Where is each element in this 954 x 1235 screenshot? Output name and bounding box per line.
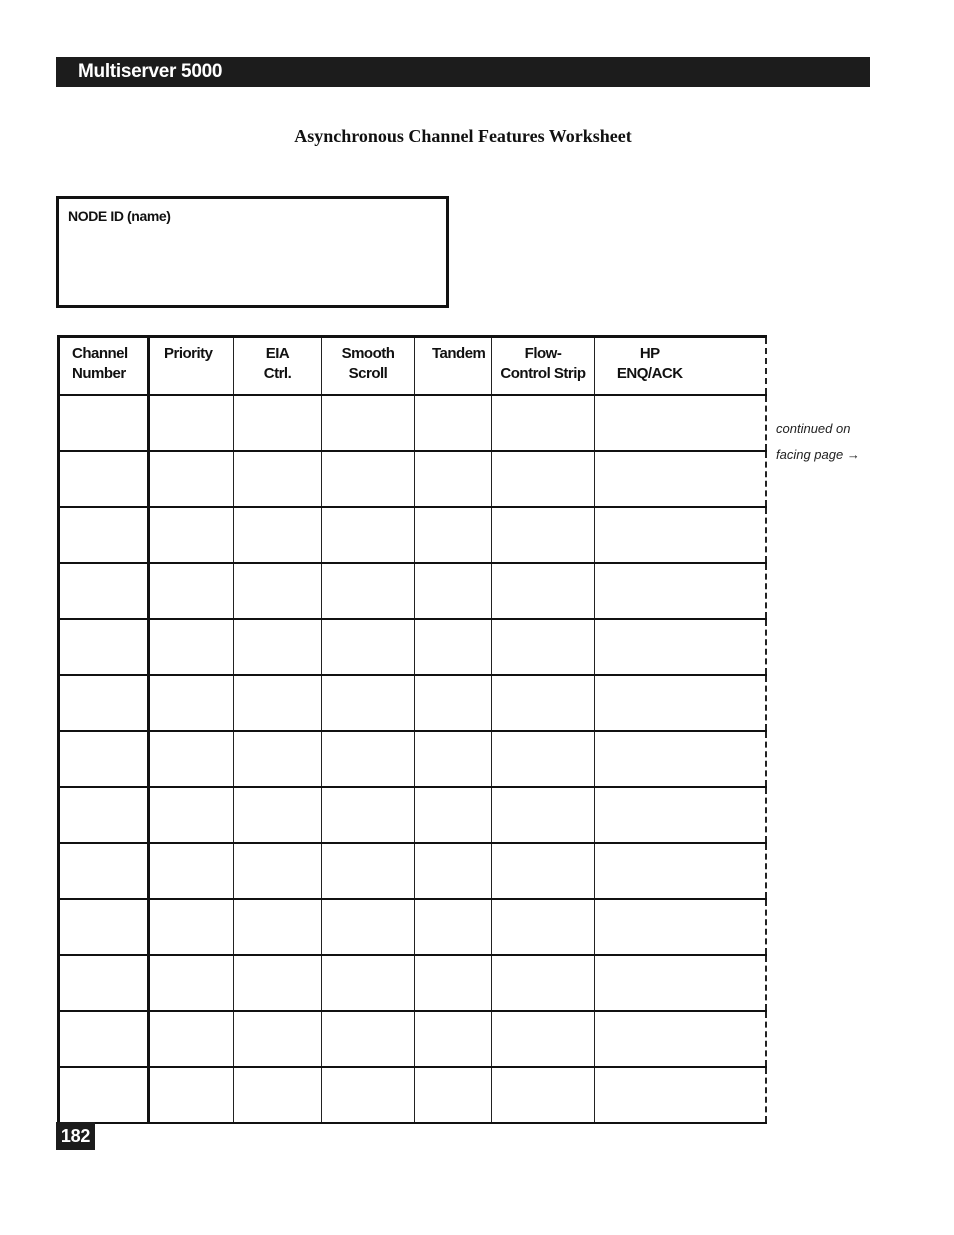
table-cell[interactable] — [59, 395, 149, 451]
table-cell[interactable] — [59, 955, 149, 1011]
table-cell[interactable] — [322, 731, 415, 787]
table-row — [59, 507, 766, 563]
table-row — [59, 1067, 766, 1123]
table-cell[interactable] — [322, 675, 415, 731]
table-cell[interactable] — [595, 451, 766, 507]
column-header-priority: Priority — [149, 337, 234, 395]
continued-note: continued on facing page → — [776, 421, 860, 462]
table-cell[interactable] — [492, 843, 595, 899]
table-cell[interactable] — [415, 899, 492, 955]
table-cell[interactable] — [595, 1011, 766, 1067]
column-header-hp-enq-ack: HP ENQ/ACK — [595, 337, 766, 395]
column-header-channel-number: Channel Number — [59, 337, 149, 395]
table-cell[interactable] — [595, 395, 766, 451]
table-cell[interactable] — [149, 843, 234, 899]
table-cell[interactable] — [595, 563, 766, 619]
page-title: Asynchronous Channel Features Worksheet — [294, 126, 632, 146]
table-row — [59, 619, 766, 675]
table-cell[interactable] — [595, 507, 766, 563]
table-cell[interactable] — [595, 731, 766, 787]
table-cell[interactable] — [59, 731, 149, 787]
table-cell[interactable] — [149, 1067, 234, 1123]
table-cell[interactable] — [415, 507, 492, 563]
table-cell[interactable] — [415, 731, 492, 787]
table-cell[interactable] — [59, 787, 149, 843]
table-cell[interactable] — [149, 955, 234, 1011]
table-cell[interactable] — [595, 955, 766, 1011]
table-cell[interactable] — [234, 955, 322, 1011]
table-cell[interactable] — [322, 395, 415, 451]
table-row — [59, 787, 766, 843]
table-cell[interactable] — [234, 1067, 322, 1123]
node-id-field[interactable] — [56, 196, 449, 308]
table-cell[interactable] — [492, 619, 595, 675]
table-cell[interactable] — [322, 563, 415, 619]
table-cell[interactable] — [149, 731, 234, 787]
table-row — [59, 955, 766, 1011]
table-cell[interactable] — [149, 787, 234, 843]
table-cell[interactable] — [322, 899, 415, 955]
table-cell[interactable] — [59, 1011, 149, 1067]
table-row — [59, 843, 766, 899]
table-cell[interactable] — [415, 787, 492, 843]
table-cell[interactable] — [492, 955, 595, 1011]
table-cell[interactable] — [415, 1067, 492, 1123]
table-cell[interactable] — [59, 843, 149, 899]
table-cell[interactable] — [322, 451, 415, 507]
column-header-tandem: Tandem — [415, 337, 492, 395]
table-cell[interactable] — [149, 619, 234, 675]
table-cell[interactable] — [234, 787, 322, 843]
table-cell[interactable] — [415, 955, 492, 1011]
table-cell[interactable] — [59, 899, 149, 955]
table-cell[interactable] — [322, 1067, 415, 1123]
table-cell[interactable] — [595, 675, 766, 731]
table-cell[interactable] — [415, 451, 492, 507]
table-cell[interactable] — [415, 619, 492, 675]
table-cell[interactable] — [595, 619, 766, 675]
header-bar — [56, 57, 870, 87]
table-cell[interactable] — [149, 395, 234, 451]
table-cell[interactable] — [149, 507, 234, 563]
table-cell[interactable] — [492, 731, 595, 787]
table-cell[interactable] — [492, 1067, 595, 1123]
table-cell[interactable] — [322, 507, 415, 563]
table-row — [59, 563, 766, 619]
table-cell[interactable] — [415, 395, 492, 451]
column-header-eia-ctrl: EIA Ctrl. — [234, 337, 322, 395]
table-cell[interactable] — [492, 563, 595, 619]
table-cell[interactable] — [59, 675, 149, 731]
table-cell[interactable] — [234, 899, 322, 955]
table-cell[interactable] — [59, 507, 149, 563]
table-cell[interactable] — [492, 675, 595, 731]
table-cell[interactable] — [234, 507, 322, 563]
table-cell[interactable] — [59, 563, 149, 619]
table-cell[interactable] — [595, 843, 766, 899]
table-row — [59, 675, 766, 731]
table-row — [59, 451, 766, 507]
table-cell[interactable] — [415, 843, 492, 899]
column-header-flow-control-strip: Flow- Control Strip — [492, 337, 595, 395]
table-cell[interactable] — [595, 787, 766, 843]
table-cell[interactable] — [234, 395, 322, 451]
table-cell[interactable] — [322, 1011, 415, 1067]
table-cell[interactable] — [595, 899, 766, 955]
table-cell[interactable] — [492, 899, 595, 955]
table-header-row — [59, 337, 766, 395]
table-cell[interactable] — [322, 787, 415, 843]
arrow-right-icon: → — [846, 447, 860, 462]
table-cell[interactable] — [415, 1011, 492, 1067]
table-row — [59, 395, 766, 451]
table-cell[interactable] — [59, 451, 149, 507]
header-title: Multiserver 5000 — [78, 61, 223, 82]
table-cell[interactable] — [595, 1067, 766, 1123]
table-cell[interactable] — [322, 843, 415, 899]
table-cell[interactable] — [59, 1067, 149, 1123]
table-cell[interactable] — [234, 1011, 322, 1067]
table-cell[interactable] — [492, 507, 595, 563]
table-cell[interactable] — [234, 619, 322, 675]
table-cell[interactable] — [415, 675, 492, 731]
table-cell[interactable] — [234, 563, 322, 619]
table-cell[interactable] — [149, 899, 234, 955]
column-header-smooth-scroll: Smooth Scroll — [322, 337, 415, 395]
node-id-label: NODE ID (name) — [68, 208, 171, 224]
table-cell[interactable] — [492, 451, 595, 507]
table-cell[interactable] — [234, 675, 322, 731]
table-cell[interactable] — [234, 843, 322, 899]
table-cell[interactable] — [322, 619, 415, 675]
table-cell[interactable] — [234, 451, 322, 507]
table-cell[interactable] — [149, 563, 234, 619]
table-cell[interactable] — [492, 395, 595, 451]
table-row — [59, 1011, 766, 1067]
table-cell[interactable] — [149, 451, 234, 507]
table-cell[interactable] — [415, 563, 492, 619]
page-number: 182 — [56, 1122, 95, 1150]
table-cell[interactable] — [492, 1011, 595, 1067]
table-cell[interactable] — [149, 675, 234, 731]
channel-features-table — [57, 335, 767, 1124]
table-cell[interactable] — [149, 1011, 234, 1067]
table-cell[interactable] — [492, 787, 595, 843]
table-row — [59, 731, 766, 787]
table-row — [59, 899, 766, 955]
table-cell[interactable] — [59, 619, 149, 675]
table-cell[interactable] — [322, 955, 415, 1011]
table-cell[interactable] — [234, 731, 322, 787]
